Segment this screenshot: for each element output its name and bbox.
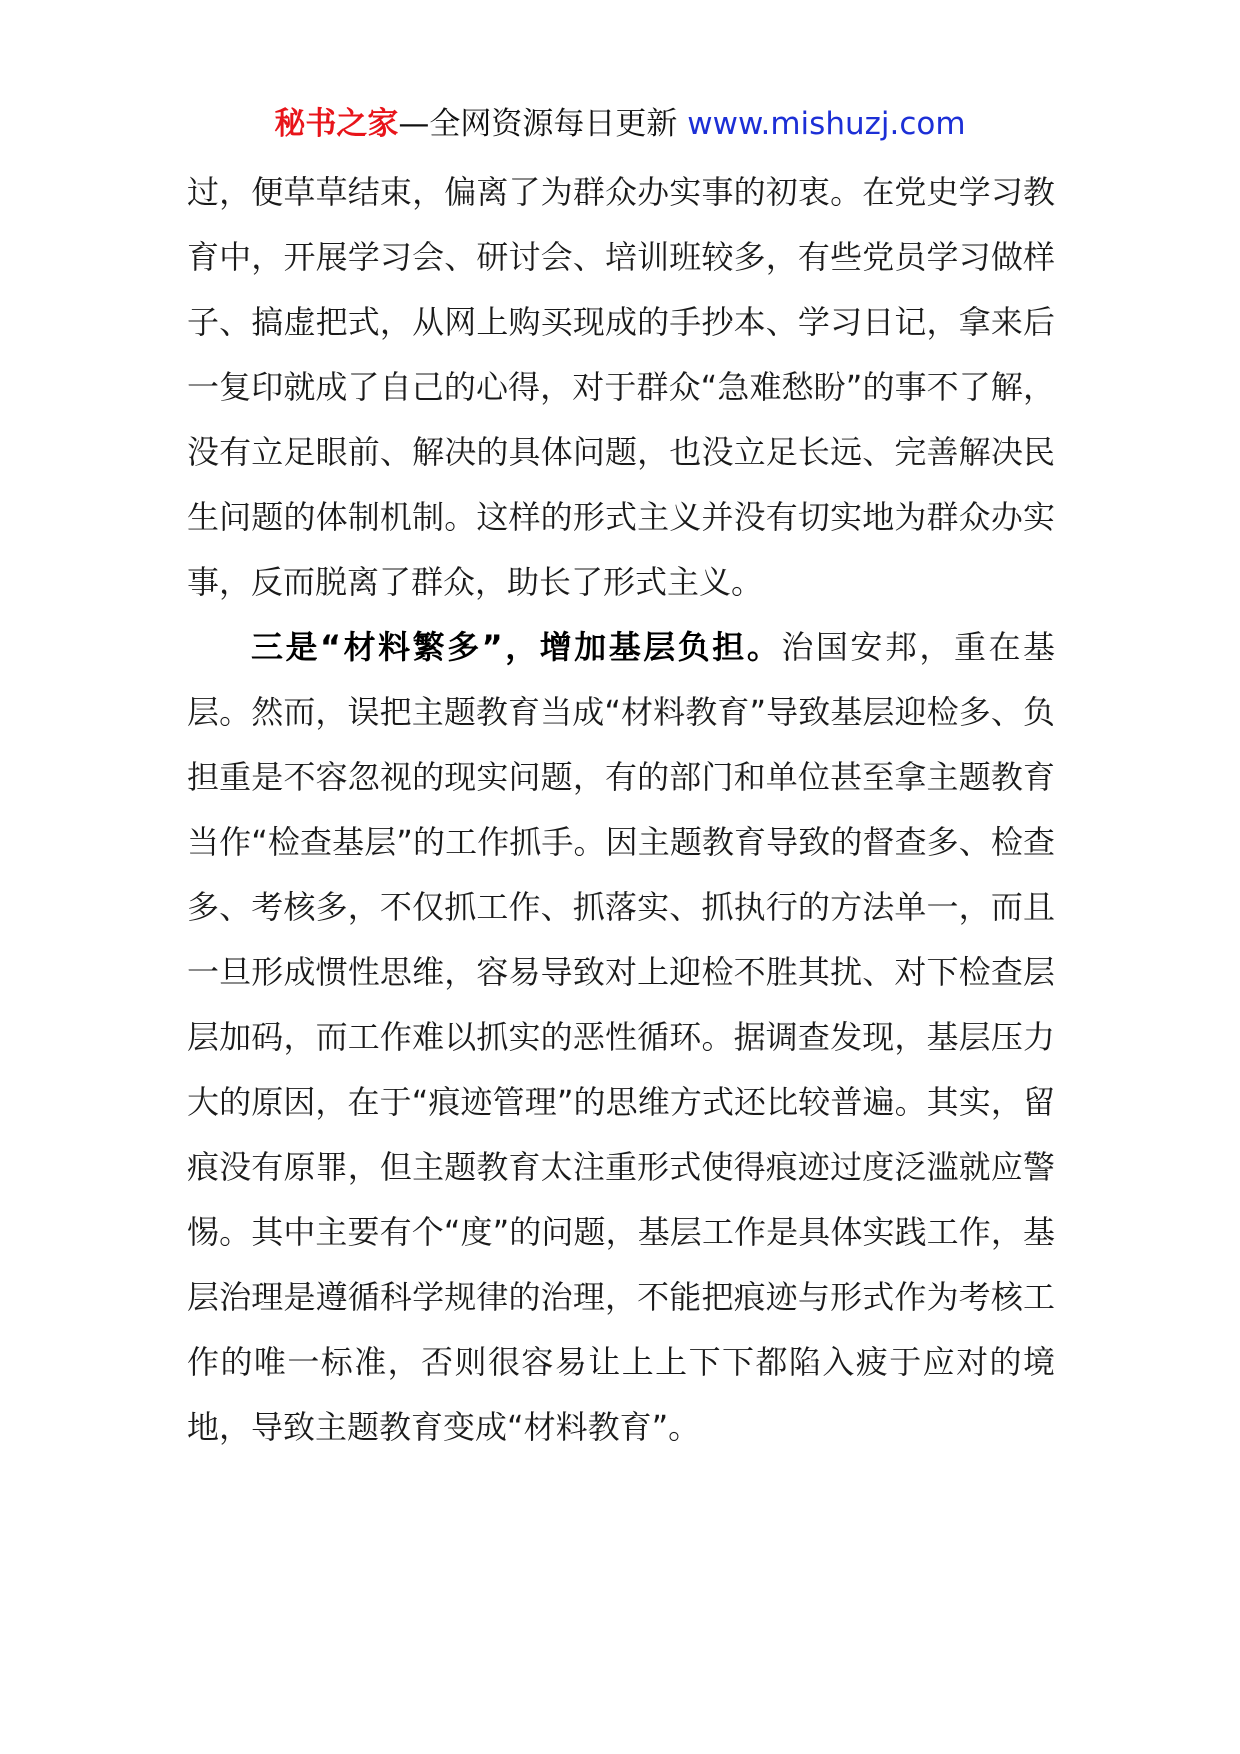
brand-name: 秘书之家 [274, 106, 399, 142]
page-header [0, 100, 1240, 148]
header-tagline: —全网资源每日更新 [398, 106, 678, 142]
section-three-body: 治国安邦，重在基层。然而，误把主题教育当成“材料教育”导致基层迎检多、负担重是不容忽视的现实问题，有的部门和单位甚至拿主题教育当作“检查基层”的工作抓手。因主题教育导致的督查多、检查多、考核多，不仅抓工作、抓落实、抓执行的方法单一，而且一旦形成惯性思维，容易导致对上迎检不胜其扰、对下检查层层加码，而工作难以抓实的恶性循环。据调查发现，基层压力大的原因，在于“痕迹管理”的思维方式还比较普遍。其实，留痕没有原罪，但主题教育太注重形式使得痕迹过度泛滥就应警惕。其中主要有个“度”的问题，基层工作是具体实践工作，基层治理是遵循科学规律的治理，不能把痕迹与形式作为考核工作的唯一标准，否则很容易让上上下下都陷入疲于应对的境地，导致主题教育变成“材料教育”。 [187, 628, 1055, 1446]
section-heading-lead: 三是“材料繁多”，增加基层负担。 [251, 628, 782, 666]
paragraph-continuation: 过，便草草结束，偏离了为群众办实事的初衷。在党史学习教育中，开展学习会、研讨会、培训班较多，有些党员学习做样子、搞虚把式，从网上购买现成的手抄本、学习日记，拿来后一复印就成了自己的心得，对于群众“急难愁盼”的事不了解，没有立足眼前、解决的具体问题，也没立足长远、完善解决民生问题的体制机制。这样的形式主义并没有切实地为群众办实事，反而脱离了群众，助长了形式主义。 [187, 173, 1055, 601]
paragraph-section-three [187, 615, 1055, 1460]
website-link[interactable]: www.mishuzj.com [687, 106, 966, 142]
document-body [187, 160, 1055, 1460]
